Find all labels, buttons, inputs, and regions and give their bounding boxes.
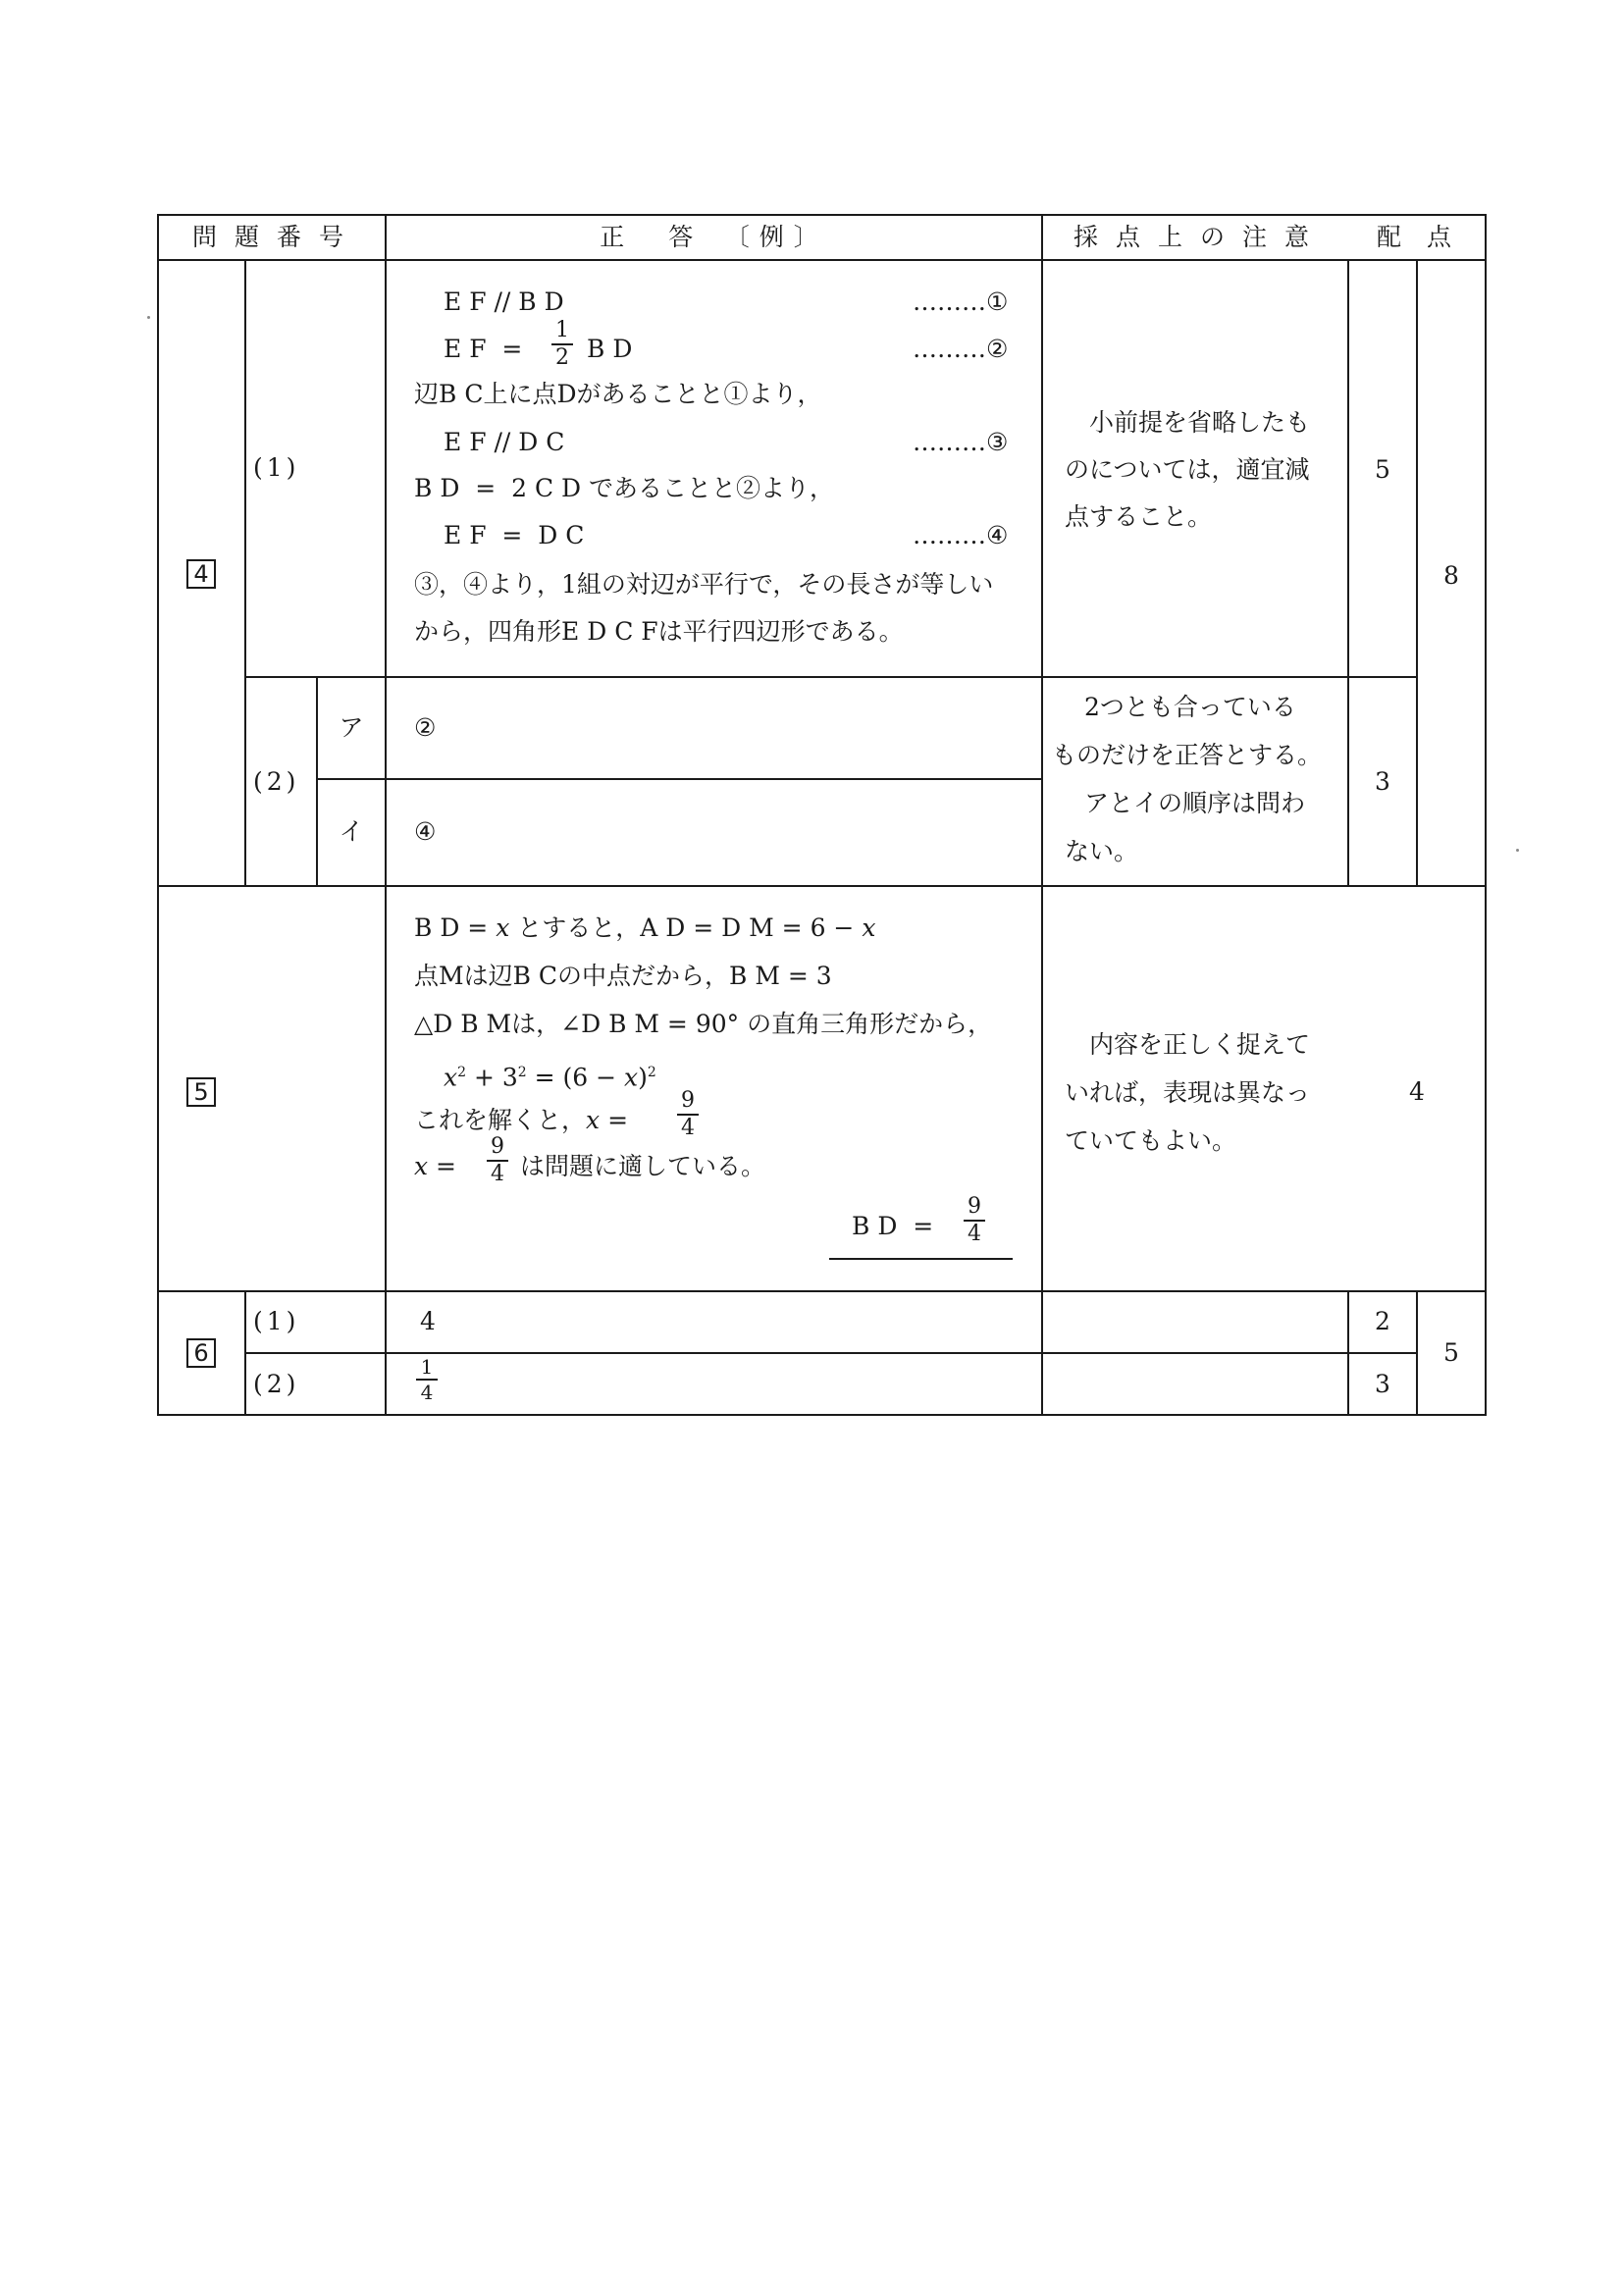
q4-sub1-note-line-2: のについては，適宜減 <box>1065 455 1310 484</box>
q5-fraction-num: 9 <box>491 1134 504 1159</box>
q6-sub2-label: (2) <box>253 1370 300 1398</box>
q4-sub2-points: 3 <box>1375 767 1390 796</box>
q4-line-ef-parallel-bd: E F // B D <box>444 287 564 316</box>
q6-sub1-points: 2 <box>1375 1307 1390 1335</box>
q6-sub2-fraction <box>416 1357 438 1402</box>
col-divider-ai <box>316 676 318 887</box>
q4-line-point-d-on-bc: 辺B C上に点Dがあることと①より， <box>414 380 822 408</box>
q5-exponent: 2 <box>457 1065 467 1080</box>
q5-exponent: 2 <box>647 1065 656 1080</box>
q5-line-2: 点Mは辺B Cの中点だから，B M = 3 <box>414 962 832 990</box>
q5-line-1-a: B D = <box>414 913 497 942</box>
q5-fraction-den: 4 <box>491 1162 504 1186</box>
q5-fraction-num: 9 <box>681 1088 695 1113</box>
q4-mark-3: ………③ <box>913 428 1009 456</box>
q5-note-line-3: ていてもよい。 <box>1065 1126 1237 1155</box>
q4-bottom-line <box>157 885 1487 887</box>
q5-fraction-den: 4 <box>968 1222 981 1246</box>
table-border-bottom <box>157 1414 1487 1416</box>
col-divider-notes <box>1041 214 1043 1416</box>
q5-line-5 <box>414 1106 628 1135</box>
q5-line-6 <box>414 1152 456 1181</box>
q4-line-bd-2cd: B D = 2 C D であることと②より， <box>414 474 835 502</box>
q5-var-x: x <box>496 913 510 942</box>
q4-total-points: 8 <box>1443 561 1459 590</box>
q5-var-x: x <box>862 913 876 942</box>
q5-eq-plus: + 3 <box>466 1063 518 1092</box>
q4-sub2-note-line-2: ものだけを正答とする。 <box>1052 741 1323 769</box>
q4-mark-4: ………④ <box>913 521 1009 549</box>
q5-solve-text: これを解くと， <box>414 1106 587 1134</box>
q4-sub2-a-label: ア <box>339 713 364 742</box>
q5-note-line-2: いれば，表現は異なっ <box>1065 1078 1311 1107</box>
header-points: 配点 <box>1376 223 1477 251</box>
q5-equals: = <box>428 1152 457 1180</box>
q4-line-ef-equals-dc: E F = D C <box>444 521 585 549</box>
q4-fraction-den: 2 <box>555 345 569 370</box>
q5-equals: = <box>600 1106 629 1134</box>
q5-line-6-rest: は問題に適している。 <box>520 1152 766 1180</box>
q5-number-box: 5 <box>186 1077 216 1107</box>
q5-line-1 <box>414 913 875 943</box>
q4-fraction-num: 1 <box>555 318 569 342</box>
q4-sub2-note-line-3: アとイの順序は問わ <box>1084 789 1306 817</box>
q4-ai-divider <box>316 778 1041 780</box>
header-notes: 採点上の注意 <box>1073 223 1327 251</box>
q5-eq-rhs: = (6 − <box>526 1063 625 1092</box>
q4-sub-divider <box>244 676 1418 678</box>
table-border-left <box>157 214 159 1416</box>
q5-bottom-line <box>157 1290 1487 1292</box>
q5-var-x: x <box>586 1106 601 1134</box>
q5-answer-underline <box>829 1258 1013 1260</box>
q6-number-box: 6 <box>186 1338 216 1368</box>
q4-mark-2: ………② <box>913 335 1009 363</box>
q4-sub2-label: (2) <box>253 767 300 796</box>
q4-sub2-note-line-4: ない。 <box>1065 837 1139 865</box>
q4-sub2-note-line-1: 2つとも合っている <box>1084 693 1296 721</box>
q4-line-bd: B D <box>587 335 633 363</box>
q5-var-x: x <box>624 1063 639 1092</box>
q4-sub1-note-line-1: 小前提を省略したも <box>1089 408 1311 437</box>
q5-points: 4 <box>1409 1077 1425 1106</box>
q4-mark-1: ………① <box>913 287 1009 316</box>
q6-sub1-answer: 4 <box>420 1307 436 1335</box>
q6-fraction-num: 1 <box>420 1355 434 1379</box>
q6-fraction-den: 4 <box>420 1381 434 1404</box>
q5-final-fraction <box>964 1196 985 1245</box>
q5-fraction-check <box>487 1136 508 1185</box>
q5-var-x: x <box>444 1063 458 1092</box>
table-border-top <box>157 214 1487 216</box>
q4-sub2-i-answer: ④ <box>414 817 437 846</box>
q4-sub2-a-answer: ② <box>414 713 437 742</box>
col-divider-sub-q4 <box>244 259 246 887</box>
q5-equation <box>444 1058 656 1092</box>
q6-row-divider <box>244 1352 1418 1354</box>
col-divider-sub-q6 <box>244 1290 246 1416</box>
q4-sub1-note-line-3: 点すること。 <box>1065 502 1213 531</box>
q5-var-x: x <box>414 1152 429 1180</box>
q4-line-ef-equals: E F = <box>444 335 523 363</box>
q4-number-box: 4 <box>186 559 216 589</box>
q4-sub2-i-label: イ <box>339 817 364 846</box>
q4-sub1-points: 5 <box>1375 455 1390 484</box>
header-answer: 正 答 〔例〕 <box>600 223 828 251</box>
scan-speck <box>147 316 150 319</box>
q5-fraction-solve <box>677 1090 699 1139</box>
q6-total-points: 5 <box>1443 1338 1459 1367</box>
q4-line-conclusion-1: ③，④より，1組の対辺が平行で，その長さが等しい <box>414 570 994 599</box>
scan-speck <box>1516 849 1519 852</box>
q4-fraction-half <box>551 320 573 369</box>
q4-sub1-label: (1) <box>253 453 300 482</box>
col-divider-answer <box>385 214 387 1416</box>
q5-exponent: 2 <box>517 1065 527 1080</box>
q6-sub2-points: 3 <box>1375 1370 1390 1398</box>
table-border-right <box>1485 214 1487 1416</box>
q5-line-3: △D B Mは，∠D B M = 90° の直角三角形だから， <box>414 1010 993 1038</box>
q5-eq-close: ) <box>638 1063 648 1092</box>
header-bottom-line <box>157 259 1487 261</box>
q5-note-line-1: 内容を正しく捉えて <box>1089 1030 1311 1059</box>
q5-fraction-den: 4 <box>681 1116 695 1140</box>
q4-line-conclusion-2: から，四角形E D C Fは平行四辺形である。 <box>414 617 904 646</box>
header-problem-number: 問題番号 <box>191 223 361 251</box>
q4-line-ef-parallel-dc: E F // D C <box>444 428 565 456</box>
q6-sub1-label: (1) <box>253 1307 300 1335</box>
q5-final-answer-label: B D = <box>852 1212 934 1240</box>
q5-line-1-b: とすると，A D = D M = 6 − <box>509 913 863 942</box>
q5-fraction-num: 9 <box>968 1194 981 1219</box>
